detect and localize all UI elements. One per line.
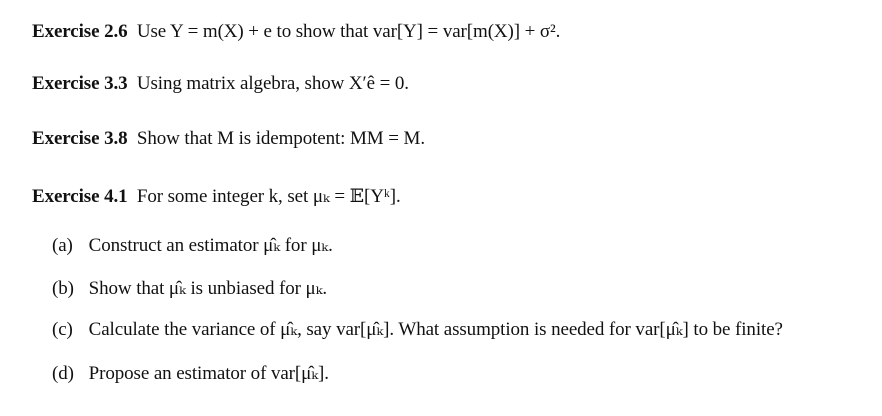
exercise-4-1: [32, 185, 401, 209]
exercise-3-3: [32, 72, 409, 96]
part-text: Calculate the variance of μ̂ₖ, say var[μ̂ₖ]. What assumption is needed for var[μ̂ₖ] to be finite?: [88, 319, 783, 340]
exercise-text: Show that M is idempotent: MM = M.: [136, 128, 425, 149]
exercise-text: Use Y = m(X) + e to show that var[Y] = var[m(X)] + σ².: [136, 21, 561, 42]
part-text: Propose an estimator of var[μ̂ₖ].: [88, 363, 329, 384]
exercise-label: Exercise 3.3: [32, 73, 128, 94]
part-a: [52, 234, 333, 258]
exercise-text: For some integer k, set μₖ = 𝔼[Yᵏ].: [136, 186, 401, 207]
part-label: (b): [52, 278, 74, 299]
part-label: (a): [52, 235, 73, 256]
part-text: Show that μ̂ₖ is unbiased for μₖ.: [88, 278, 328, 299]
part-label: (c): [52, 319, 73, 340]
exercise-label: Exercise 2.6: [32, 21, 128, 42]
part-c: [52, 318, 783, 342]
part-b: [52, 277, 327, 301]
part-label: (d): [52, 363, 74, 384]
exercise-3-8: [32, 127, 425, 151]
exercise-2-6: [32, 20, 560, 44]
part-d: [52, 362, 329, 386]
exercise-label: Exercise 3.8: [32, 128, 128, 149]
exercise-text: Using matrix algebra, show X′ê = 0.: [136, 73, 409, 94]
exercise-label: Exercise 4.1: [32, 186, 128, 207]
part-text: Construct an estimator μ̂ₖ for μₖ.: [88, 235, 333, 256]
